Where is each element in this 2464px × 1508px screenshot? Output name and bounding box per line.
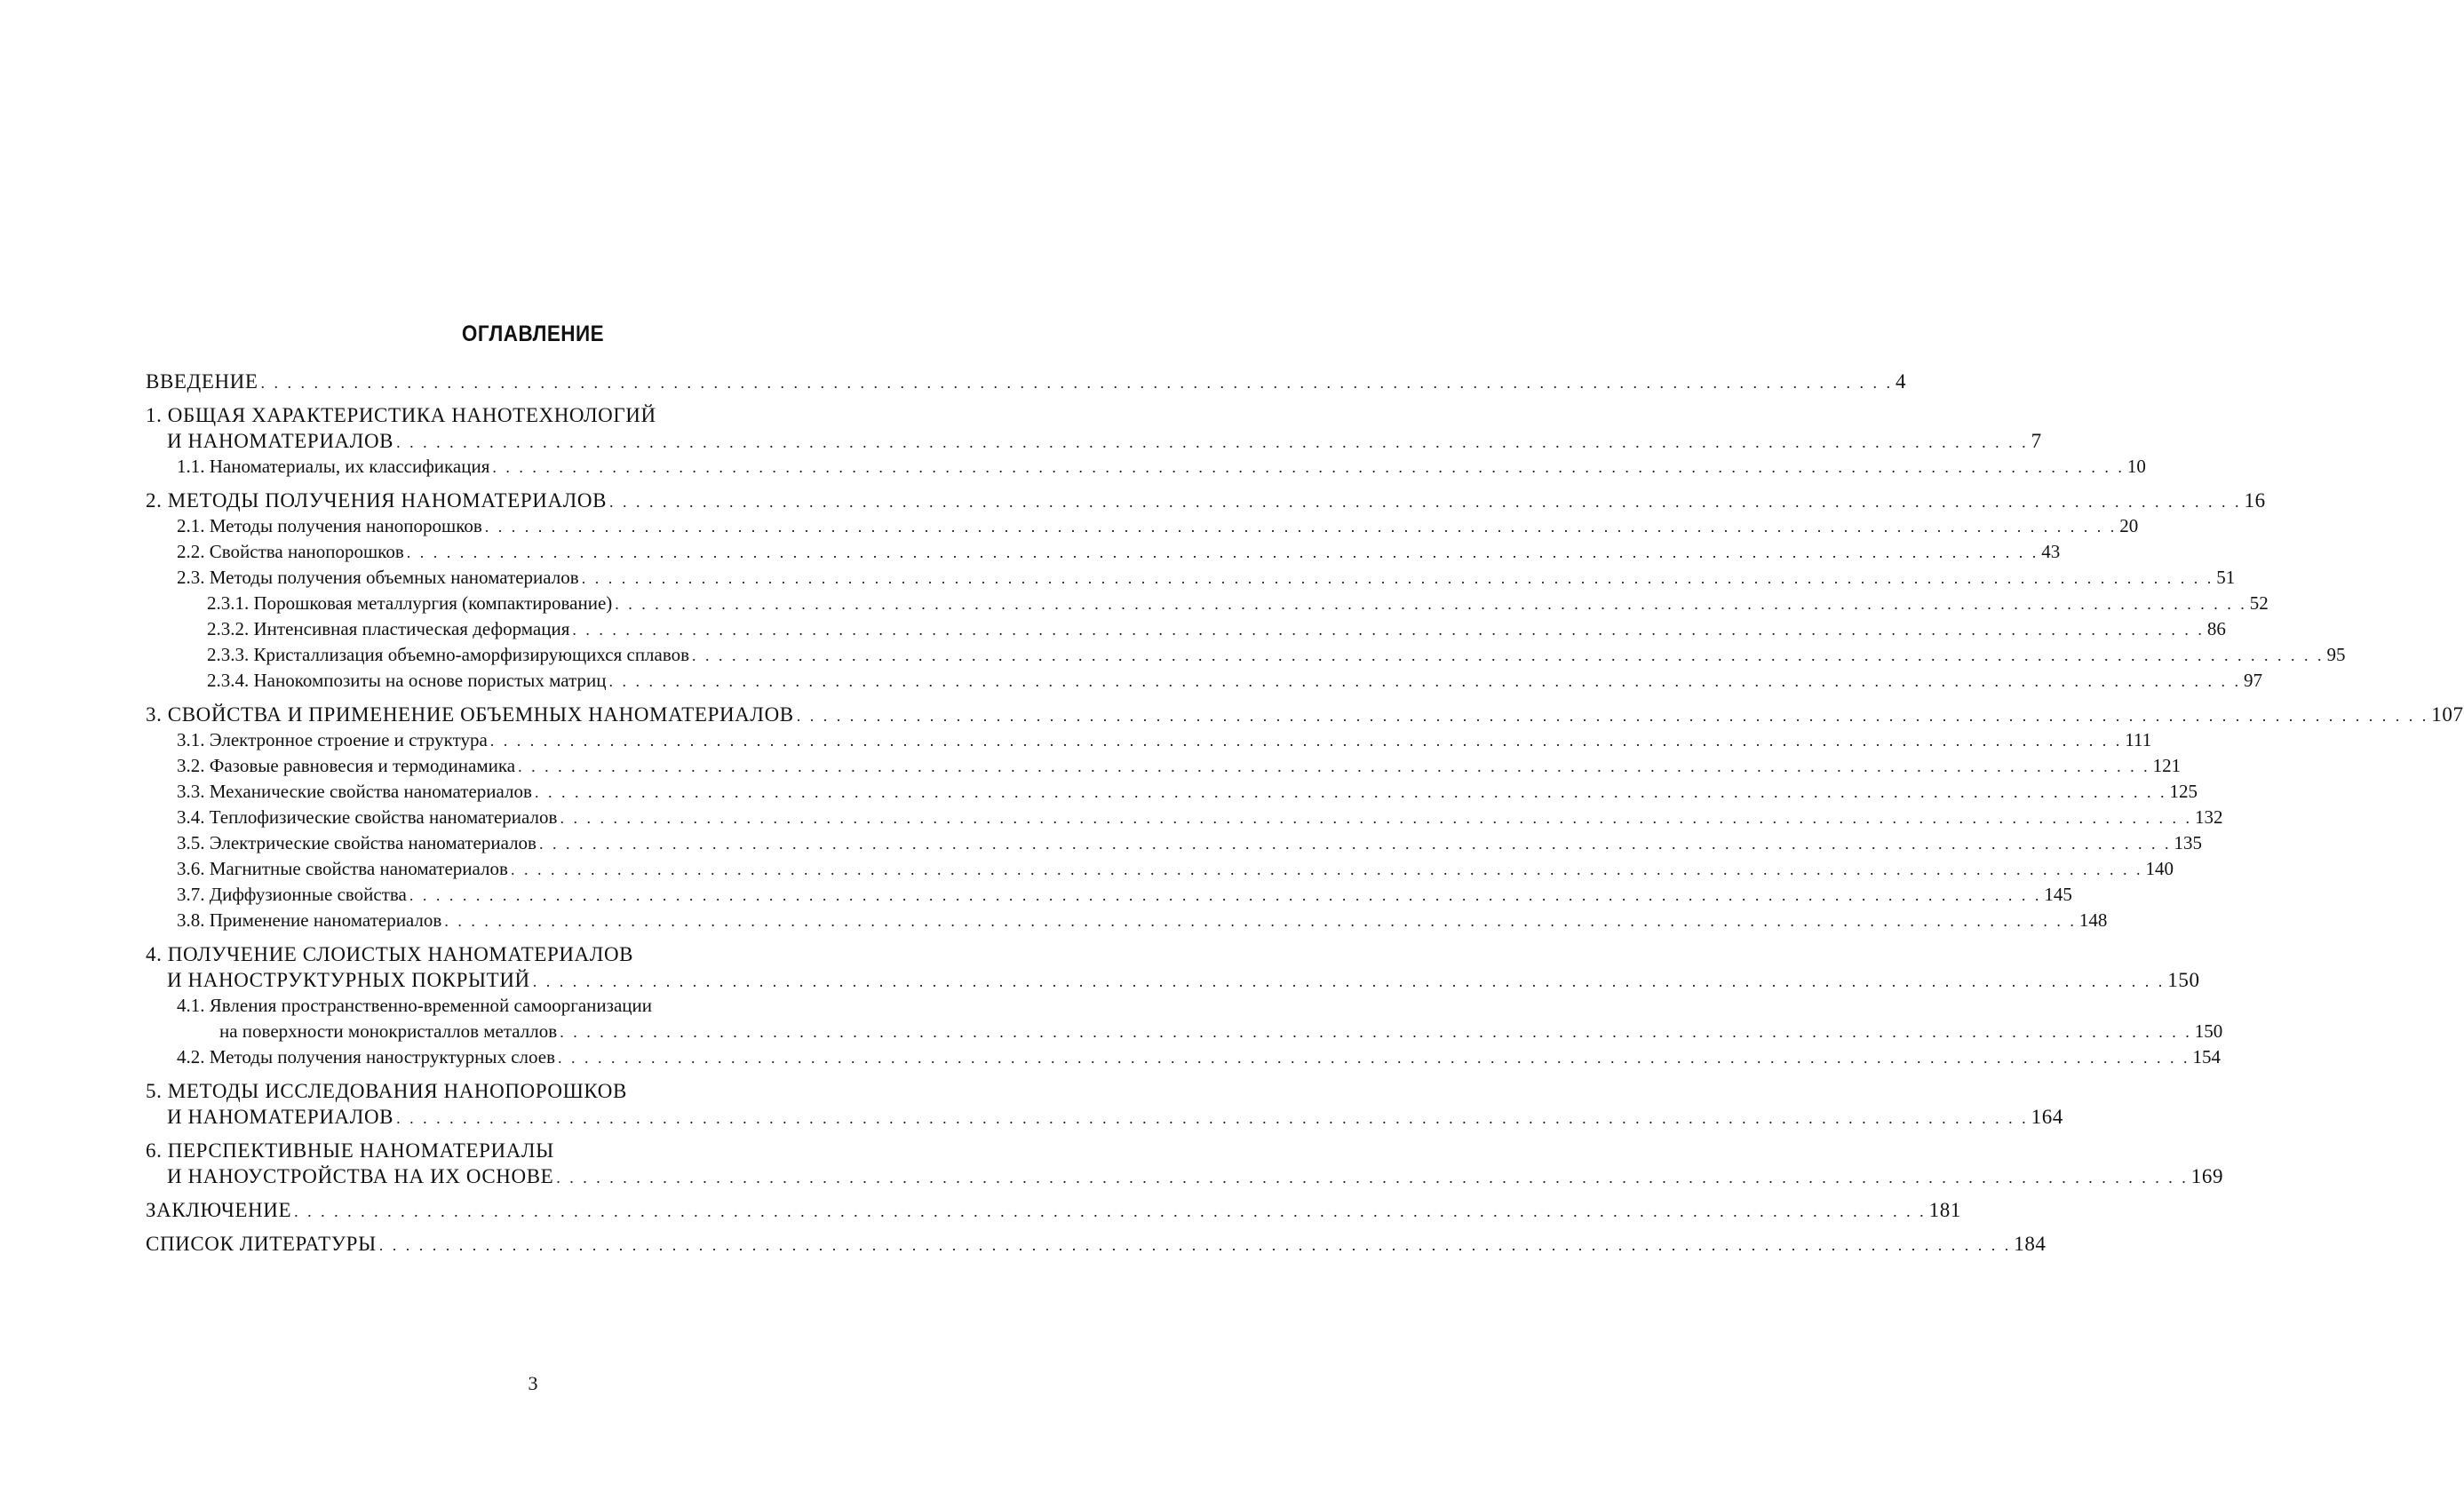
toc-leader: . . . . . . . . . . . . . . . . . . . . . . . . . . . . . . . . . . . . . . . . . . . . . . . . . . . . . . . . . . . . . . . . . . . . . . . . . . . . . . . . . . . . . . . . . . . . . . . . . . . . . . . . . . . . . . . . . . . . . . . . . . . — [558, 1049, 2190, 1067]
toc-entry-1-1[interactable] — [146, 454, 2146, 480]
toc-leader: . . . . . . . . . . . . . . . . . . . . . . . . . . . . . . . . . . . . . . . . . . . . . . . . . . . . . . . . . . . . . . . . . . . . . . . . . . . . . . . . . . . . . . . . . . . . . . . . . . . . . . . . . . . . . . . . . . . . . . . . . . . — [581, 569, 2214, 587]
toc-page-number: 135 — [2174, 832, 2202, 853]
toc-entry-text: 4.2. Методы получения наноструктурных слоев — [177, 1046, 556, 1068]
toc-entry-introduction[interactable] — [146, 369, 1907, 394]
toc-entry-text: 1.1. Наноматериалы, их классификация — [177, 456, 490, 477]
toc-entry-4-1-cont[interactable] — [146, 1019, 2223, 1044]
toc-entry-3-2[interactable] — [146, 753, 2182, 779]
toc-entry-2-3-3[interactable] — [146, 642, 2346, 668]
toc-entry-text: 2.1. Методы получения нанопорошков — [177, 515, 482, 536]
toc-leader: . . . . . . . . . . . . . . . . . . . . . . . . . . . . . . . . . . . . . . . . . . . . . . . . . . . . . . . . . . . . . . . . . . . . . . . . . . . . . . . . . . . . . . . . . . . . . . . . . . . . . . . . . . . . . . . . . . . . . . . . . . . — [609, 493, 2242, 511]
toc-entry-2-1[interactable] — [146, 513, 2139, 539]
toc-leader: . . . . . . . . . . . . . . . . . . . . . . . . . . . . . . . . . . . . . . . . . . . . . . . . . . . . . . . . . . . . . . . . . . . . . . . . . . . . . . . . . . . . . . . . . . . . . . . . . . . . . . . . . . . . . . . . . . . . . . . . . . . — [444, 912, 2077, 930]
toc-leader: . . . . . . . . . . . . . . . . . . . . . . . . . . . . . . . . . . . . . . . . . . . . . . . . . . . . . . . . . . . . . . . . . . . . . . . . . . . . . . . . . . . . . . . . . . . . . . . . . . . . . . . . . . . . . . . . . . . . . . . . . . . — [560, 809, 2192, 827]
toc-entry-text: 3.3. Механические свойства наноматериалов — [177, 781, 532, 802]
toc-leader: . . . . . . . . . . . . . . . . . . . . . . . . . . . . . . . . . . . . . . . . . . . . . . . . . . . . . . . . . . . . . . . . . . . . . . . . . . . . . . . . . . . . . . . . . . . . . . . . . . . . . . . . . . . . . . . . . . . . . . . . . . . — [492, 458, 2125, 476]
toc-leader: . . . . . . . . . . . . . . . . . . . . . . . . . . . . . . . . . . . . . . . . . . . . . . . . . . . . . . . . . . . . . . . . . . . . . . . . . . . . . . . . . . . . . . . . . . . . . . . . . . . . . . . . . . . . . . . . . . . . . . . . . . . — [489, 732, 2123, 750]
toc-page-number: 154 — [2192, 1046, 2222, 1068]
toc-entry-chapter-2[interactable] — [146, 488, 2266, 513]
toc-entry-chapter-6-cont[interactable] — [146, 1163, 2224, 1189]
page-number: 3 — [528, 1372, 538, 1394]
toc-leader: . . . . . . . . . . . . . . . . . . . . . . . . . . . . . . . . . . . . . . . . . . . . . . . . . . . . . . . . . . . . . . . . . . . . . . . . . . . . . . . . . . . . . . . . . . . . . . . . . . . . . . . . . . . . . . . . . . . . . . . . . . . — [572, 621, 2205, 639]
toc-page-number: 181 — [1928, 1199, 1961, 1221]
toc-page-number: 184 — [2014, 1233, 2047, 1255]
toc-leader: . . . . . . . . . . . . . . . . . . . . . . . . . . . . . . . . . . . . . . . . . . . . . . . . . . . . . . . . . . . . . . . . . . . . . . . . . . . . . . . . . . . . . . . . . . . . . . . . . . . . . . . . . . . . . . . . . . . . . . . . . . . — [510, 861, 2143, 878]
toc-entry-3-6[interactable] — [146, 856, 2174, 882]
toc-page-number: 107 — [2431, 703, 2464, 726]
toc-page-number: 150 — [2167, 969, 2200, 991]
toc-leader: . . . . . . . . . . . . . . . . . . . . . . . . . . . . . . . . . . . . . . . . . . . . . . . . . . . . . . . . . . . . . . . . . . . . . . . . . . . . . . . . . . . . . . . . . . . . . . . . . . . . . . . . . . . . . . . . . . . . . . . . . . . — [608, 672, 2241, 690]
toc-page-number: 132 — [2194, 806, 2223, 828]
toc-page-number: 43 — [2041, 541, 2061, 562]
toc-leader: . . . . . . . . . . . . . . . . . . . . . . . . . . . . . . . . . . . . . . . . . . . . . . . . . . . . . . . . . . . . . . . . . . . . . . . . . . . . . . . . . . . . . . . . . . . . . . . . . . . . . . . . . . . . . . . . . . . . . . . . . . . — [396, 433, 2029, 451]
toc-entry-3-7[interactable] — [146, 882, 2072, 908]
toc-entry-4-1[interactable] — [146, 993, 917, 1019]
toc-page-number: 20 — [2119, 515, 2139, 536]
toc-page-number: 164 — [2031, 1106, 2063, 1128]
toc-entry-text: 3.1. Электронное строение и структура — [177, 729, 488, 750]
toc-page-number: 4 — [1896, 370, 1907, 393]
toc-page-number: 169 — [2190, 1165, 2224, 1187]
toc-entry-text: И НАНОМАТЕРИАЛОВ — [167, 1106, 394, 1128]
toc-entry-conclusion[interactable] — [146, 1197, 1961, 1223]
toc-leader: . . . . . . . . . . . . . . . . . . . . . . . . . . . . . . . . . . . . . . . . . . . . . . . . . . . . . . . . . . . . . . . . . . . . . . . . . . . . . . . . . . . . . . . . . . . . . . . . . . . . . . . . . . . . . . . . . . . . . . . . . . . — [560, 1023, 2192, 1041]
toc-entry-text: И НАНОМАТЕРИАЛОВ — [167, 430, 394, 452]
toc-page-number: 86 — [2206, 618, 2226, 639]
toc-entry-3-1[interactable] — [146, 727, 2152, 753]
toc-entry-2-3[interactable] — [146, 565, 2236, 591]
toc-entry-2-2[interactable] — [146, 539, 2061, 565]
toc-entry-text: 2.3.2. Интенсивная пластическая деформация — [207, 618, 570, 639]
toc-entry-text: И НАНОУСТРОЙСТВА НА ИХ ОСНОВЕ — [167, 1165, 554, 1187]
toc-entry-text: И НАНОСТРУКТУРНЫХ ПОКРЫТИЙ — [167, 969, 530, 991]
toc-entry-text: 3.6. Магнитные свойства наноматериалов — [177, 858, 508, 879]
toc-leader: . . . . . . . . . . . . . . . . . . . . . . . . . . . . . . . . . . . . . . . . . . . . . . . . . . . . . . . . . . . . . . . . . . . . . . . . . . . . . . . . . . . . . . . . . . . . . . . . . . . . . . . . . . . . . . . . . . . . . . . . . . . — [534, 783, 2167, 801]
toc-leader: . . . . . . . . . . . . . . . . . . . . . . . . . . . . . . . . . . . . . . . . . . . . . . . . . . . . . . . . . . . . . . . . . . . . . . . . . . . . . . . . . . . . . . . . . . . . . . . . . . . . . . . . . . . . . . . . . . . . . . . . . . . — [796, 707, 2429, 725]
toc-leader: . . . . . . . . . . . . . . . . . . . . . . . . . . . . . . . . . . . . . . . . . . . . . . . . . . . . . . . . . . . . . . . . . . . . . . . . . . . . . . . . . . . . . . . . . . . . . . . . . . . . . . . . . . . . . . . . . . . . . . . . . . . — [484, 518, 2118, 536]
toc-entry-chapter-5-cont[interactable] — [146, 1104, 2063, 1130]
toc-page-number: 150 — [2194, 1020, 2223, 1042]
toc-entry-4-2[interactable] — [146, 1044, 2222, 1070]
toc-page-number: 148 — [2079, 909, 2108, 931]
toc-entry-text: 5. МЕТОДЫ ИССЛЕДОВАНИЯ НАНОПОРОШКОВ — [146, 1080, 627, 1102]
toc-entry-2-3-1[interactable] — [146, 591, 2269, 616]
toc-leader: . . . . . . . . . . . . . . . . . . . . . . . . . . . . . . . . . . . . . . . . . . . . . . . . . . . . . . . . . . . . . . . . . . . . . . . . . . . . . . . . . . . . . . . . . . . . . . . . . . . . . . . . . . . . . . . . . . . . . . . . . . . — [406, 544, 2039, 561]
toc-leader: . . . . . . . . . . . . . . . . . . . . . . . . . . . . . . . . . . . . . . . . . . . . . . . . . . . . . . . . . . . . . . . . . . . . . . . . . . . . . . . . . . . . . . . . . . . . . . . . . . . . . . . . . . . . . . . . . . . . . . . . . . . — [692, 647, 2325, 664]
toc-entry-text: 3.4. Теплофизические свойства наноматериалов — [177, 806, 558, 828]
page-title: ОГЛАВЛЕНИЕ — [461, 321, 605, 346]
toc-entry-text: 2.2. Свойства нанопорошков — [177, 541, 404, 562]
toc-entry-text: 2.3.4. Нанокомпозиты на основе пористых матриц — [207, 670, 607, 691]
toc-entry-text: 3.5. Электрические свойства наноматериалов — [177, 832, 537, 853]
toc-entry-text: 4.1. Явления пространственно-временной самоорганизации — [177, 995, 652, 1016]
toc-entry-chapter-4[interactable] — [146, 941, 917, 967]
toc-entry-3-8[interactable] — [146, 908, 2108, 933]
toc-page-number: 95 — [2326, 644, 2346, 665]
toc-page-number: 10 — [2126, 456, 2146, 477]
toc-entry-3-4[interactable] — [146, 805, 2223, 830]
toc-page-number: 52 — [2249, 592, 2269, 614]
toc-leader: . . . . . . . . . . . . . . . . . . . . . . . . . . . . . . . . . . . . . . . . . . . . . . . . . . . . . . . . . . . . . . . . . . . . . . . . . . . . . . . . . . . . . . . . . . . . . . . . . . . . . . . . . . . . . . . . . . . . . . . . . . . — [378, 1236, 2012, 1254]
toc-leader: . . . . . . . . . . . . . . . . . . . . . . . . . . . . . . . . . . . . . . . . . . . . . . . . . . . . . . . . . . . . . . . . . . . . . . . . . . . . . . . . . . . . . . . . . . . . . . . . . . . . . . . . . . . . . . . . . . . . . . . . . . . — [396, 1109, 2029, 1127]
toc-entry-chapter-6[interactable] — [146, 1138, 917, 1163]
toc-entry-text: 2. МЕТОДЫ ПОЛУЧЕНИЯ НАНОМАТЕРИАЛОВ — [146, 489, 608, 512]
toc-entry-2-3-2[interactable] — [146, 616, 2226, 642]
toc-page-number: 51 — [2216, 567, 2236, 588]
toc-leader: . . . . . . . . . . . . . . . . . . . . . . . . . . . . . . . . . . . . . . . . . . . . . . . . . . . . . . . . . . . . . . . . . . . . . . . . . . . . . . . . . . . . . . . . . . . . . . . . . . . . . . . . . . . . . . . . . . . . . . . . . . . — [538, 835, 2172, 853]
toc-page-number: 16 — [2244, 489, 2266, 512]
toc-leader: . . . . . . . . . . . . . . . . . . . . . . . . . . . . . . . . . . . . . . . . . . . . . . . . . . . . . . . . . . . . . . . . . . . . . . . . . . . . . . . . . . . . . . . . . . . . . . . . . . . . . . . . . . . . . . . . . . . . . . . . . . . — [260, 374, 1894, 392]
toc-entry-text: 2.3.3. Кристаллизация объемно-аморфизирующихся сплавов — [207, 644, 690, 665]
toc-entry-text: ЗАКЛЮЧЕНИЕ — [146, 1199, 292, 1221]
toc-entry-3-3[interactable] — [146, 779, 2198, 805]
toc-entry-3-5[interactable] — [146, 830, 2202, 856]
toc-entry-text: 1. ОБЩАЯ ХАРАКТЕРИСТИКА НАНОТЕХНОЛОГИЙ — [146, 404, 656, 426]
toc-entry-text: 2.3. Методы получения объемных наноматериалов — [177, 567, 579, 588]
toc-page-number: 121 — [2152, 755, 2182, 776]
toc-page-number: 97 — [2243, 670, 2262, 691]
toc-page-number: 125 — [2169, 781, 2198, 802]
toc-entry-text: 4. ПОЛУЧЕНИЕ СЛОИСТЫХ НАНОМАТЕРИАЛОВ — [146, 943, 634, 965]
toc-entry-text: 3.2. Фазовые равновесия и термодинамика — [177, 755, 516, 776]
toc-leader: . . . . . . . . . . . . . . . . . . . . . . . . . . . . . . . . . . . . . . . . . . . . . . . . . . . . . . . . . . . . . . . . . . . . . . . . . . . . . . . . . . . . . . . . . . . . . . . . . . . . . . . . . . . . . . . . . . . . . . . . . . . — [532, 972, 2166, 990]
toc-leader: . . . . . . . . . . . . . . . . . . . . . . . . . . . . . . . . . . . . . . . . . . . . . . . . . . . . . . . . . . . . . . . . . . . . . . . . . . . . . . . . . . . . . . . . . . . . . . . . . . . . . . . . . . . . . . . . . . . . . . . . . . . — [518, 758, 2150, 775]
toc-entry-chapter-5[interactable] — [146, 1078, 917, 1104]
toc-entry-2-3-4[interactable] — [146, 668, 2262, 694]
toc-entry-text: ВВЕДЕНИЕ — [146, 370, 258, 393]
toc-entry-text: 2.3.1. Порошковая металлургия (компактирование) — [207, 592, 613, 614]
toc-entry-chapter-1-cont[interactable] — [146, 428, 2042, 454]
toc-entry-text: 3.8. Применение наноматериалов — [177, 909, 442, 931]
toc-entry-text: 3. СВОЙСТВА И ПРИМЕНЕНИЕ ОБЪЕМНЫХ НАНОМАТЕРИАЛОВ — [146, 703, 794, 726]
toc-page-number: 7 — [2031, 430, 2042, 452]
toc-page-number: 140 — [2145, 858, 2174, 879]
toc-leader: . . . . . . . . . . . . . . . . . . . . . . . . . . . . . . . . . . . . . . . . . . . . . . . . . . . . . . . . . . . . . . . . . . . . . . . . . . . . . . . . . . . . . . . . . . . . . . . . . . . . . . . . . . . . . . . . . . . . . . . . . . . — [409, 886, 2042, 904]
toc-leader: . . . . . . . . . . . . . . . . . . . . . . . . . . . . . . . . . . . . . . . . . . . . . . . . . . . . . . . . . . . . . . . . . . . . . . . . . . . . . . . . . . . . . . . . . . . . . . . . . . . . . . . . . . . . . . . . . . . . . . . . . . . — [556, 1169, 2189, 1187]
toc-entry-chapter-1[interactable] — [146, 402, 917, 428]
toc-leader: . . . . . . . . . . . . . . . . . . . . . . . . . . . . . . . . . . . . . . . . . . . . . . . . . . . . . . . . . . . . . . . . . . . . . . . . . . . . . . . . . . . . . . . . . . . . . . . . . . . . . . . . . . . . . . . . . . . . . . . . . . . — [615, 595, 2247, 613]
toc-entry-text: 3.7. Диффузионные свойства — [177, 884, 407, 905]
toc-entry-chapter-3[interactable] — [146, 702, 2464, 727]
toc-page-number: 145 — [2044, 884, 2072, 905]
table-of-contents — [146, 369, 2464, 1257]
toc-page-number: 111 — [2125, 729, 2152, 750]
toc-entry-bibliography[interactable] — [146, 1231, 2047, 1257]
toc-entry-text: 6. ПЕРСПЕКТИВНЫЕ НАНОМАТЕРИАЛЫ — [146, 1139, 554, 1162]
toc-entry-text: СПИСОК ЛИТЕРАТУРЫ — [146, 1233, 377, 1255]
toc-entry-text: на поверхности монокристаллов металлов — [219, 1020, 558, 1042]
toc-leader: . . . . . . . . . . . . . . . . . . . . . . . . . . . . . . . . . . . . . . . . . . . . . . . . . . . . . . . . . . . . . . . . . . . . . . . . . . . . . . . . . . . . . . . . . . . . . . . . . . . . . . . . . . . . . . . . . . . . . . . . . . . — [294, 1202, 1927, 1220]
toc-entry-chapter-4-cont[interactable] — [146, 967, 2200, 993]
